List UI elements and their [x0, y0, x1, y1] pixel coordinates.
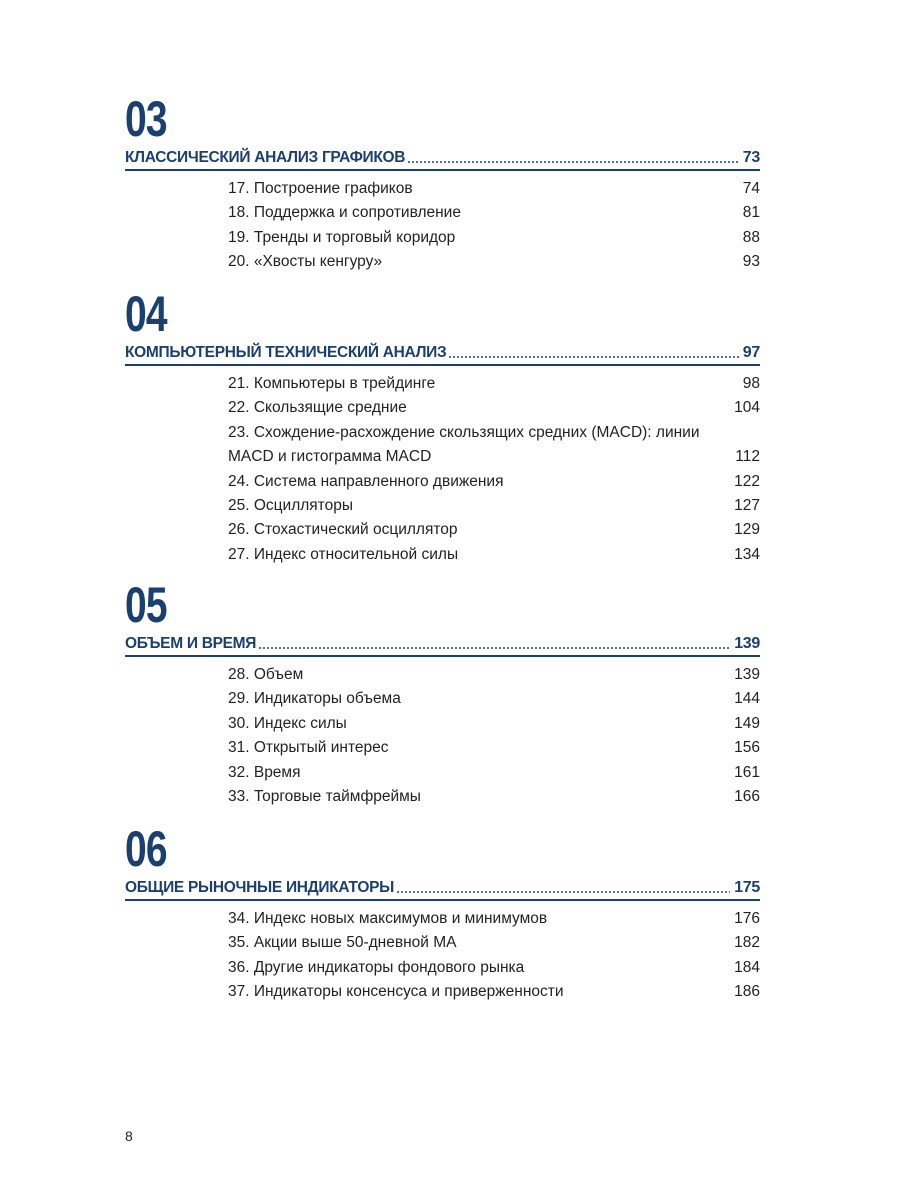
toc-entry[interactable]	[228, 494, 760, 518]
part-divider	[125, 655, 760, 657]
chapter-title: 25. Осцилляторы	[228, 497, 353, 515]
chapter-list	[125, 907, 760, 1005]
toc-entry[interactable]	[228, 761, 760, 785]
chapter-page-number: 122	[734, 472, 760, 490]
chapter-page-number: 98	[742, 375, 760, 392]
chapter-page-number: 134	[734, 545, 760, 563]
toc-entry[interactable]	[228, 372, 760, 396]
chapter-title: 19. Тренды и торговый коридор	[228, 228, 456, 246]
part-page-number: 139	[734, 635, 760, 652]
chapter-title: 22. Скользящие средние	[228, 399, 407, 417]
part-divider	[125, 169, 760, 171]
toc-entry[interactable]	[228, 201, 760, 225]
chapter-list	[125, 372, 760, 567]
toc-entry[interactable]	[228, 785, 760, 809]
chapter-title: 21. Компьютеры в трейдинге	[228, 375, 436, 392]
chapter-title: 37. Индикаторы консенсуса и приверженности	[228, 983, 564, 1001]
part-page-number: 175	[734, 879, 760, 896]
toc-entry[interactable]	[228, 931, 760, 955]
toc-entry[interactable]	[228, 396, 760, 420]
toc-entry[interactable]	[228, 956, 760, 980]
toc-entry[interactable]	[228, 470, 760, 494]
toc-entry[interactable]	[228, 907, 760, 931]
chapter-page-number: 144	[734, 690, 760, 708]
toc-part-04	[125, 286, 760, 567]
chapter-list	[125, 177, 760, 275]
toc-entry[interactable]	[228, 177, 760, 201]
chapter-page-number: 74	[742, 180, 760, 197]
chapter-page-number: 161	[734, 763, 760, 781]
toc-entry[interactable]	[228, 226, 760, 250]
part-title: ОБЪЕМ И ВРЕМЯ	[125, 635, 257, 652]
chapter-title: 24. Система направленного движения	[228, 472, 504, 490]
part-heading[interactable]	[125, 143, 760, 167]
page-number: 8	[125, 1128, 133, 1144]
chapter-page-number: 93	[742, 253, 760, 271]
chapter-title: 34. Индекс новых максимумов и минимумов	[228, 910, 548, 927]
chapter-page-number: 166	[734, 788, 760, 806]
chapter-title: 30. Индекс силы	[228, 714, 347, 732]
part-page-number: 73	[742, 149, 760, 166]
chapter-page-number: 139	[734, 666, 760, 683]
toc-entry[interactable]	[228, 712, 760, 736]
toc-part-06	[125, 821, 760, 1005]
chapter-title: 17. Построение графиков	[228, 180, 413, 197]
toc-entry[interactable]	[228, 980, 760, 1004]
dot-leader	[396, 891, 730, 893]
part-divider	[125, 364, 760, 366]
chapter-page-number: 127	[734, 497, 760, 515]
chapter-page-number: 149	[734, 714, 760, 732]
chapter-page-number: 81	[742, 204, 760, 222]
toc-entry[interactable]	[228, 250, 760, 274]
toc-entry[interactable]	[228, 518, 760, 542]
part-divider	[125, 899, 760, 901]
chapter-page-number: 176	[734, 910, 760, 927]
chapter-title: 31. Открытый интерес	[228, 739, 389, 757]
toc-entry[interactable]	[228, 421, 760, 470]
chapter-page-number: 156	[734, 739, 760, 757]
part-heading[interactable]	[125, 873, 760, 897]
toc-entry[interactable]	[228, 543, 760, 567]
part-page-number: 97	[742, 344, 760, 361]
toc-entry[interactable]	[228, 736, 760, 760]
part-number: 06	[125, 821, 167, 877]
chapter-list	[125, 663, 760, 809]
chapter-title: 26. Стохастический осциллятор	[228, 521, 458, 539]
chapter-page-number: 129	[734, 521, 760, 539]
chapter-page-number: 104	[734, 399, 760, 417]
chapter-title: 27. Индекс относительной силы	[228, 545, 459, 563]
part-title: КОМПЬЮТЕРНЫЙ ТЕХНИЧЕСКИЙ АНАЛИЗ	[125, 344, 447, 361]
part-number: 03	[125, 91, 167, 147]
chapter-page-number: 186	[734, 983, 760, 1001]
chapter-title: 36. Другие индикаторы фондового рынка	[228, 958, 525, 976]
dot-leader	[258, 647, 730, 649]
dot-leader	[448, 356, 738, 358]
chapter-page-number: 182	[734, 934, 760, 952]
toc-part-03	[125, 91, 760, 275]
part-number: 05	[125, 577, 167, 633]
part-heading[interactable]	[125, 629, 760, 653]
chapter-title: 29. Индикаторы объема	[228, 690, 401, 708]
toc-entry[interactable]	[228, 687, 760, 711]
chapter-title: 32. Время	[228, 763, 301, 781]
chapter-title: 35. Акции выше 50-дневной MA	[228, 934, 457, 952]
chapter-title: 33. Торговые таймфреймы	[228, 788, 421, 806]
chapter-page-number: 88	[742, 228, 760, 246]
part-number: 04	[125, 286, 167, 342]
part-title: КЛАССИЧЕСКИЙ АНАЛИЗ ГРАФИКОВ	[125, 149, 406, 166]
chapter-title: 28. Объем	[228, 666, 304, 683]
chapter-page-number: 184	[734, 958, 760, 976]
chapter-title: 23. Схождение-расхождение скользящих средних (MACD): линии MACD и гистограмма MACD	[228, 423, 700, 466]
chapter-title: 20. «Хвосты кенгуру»	[228, 253, 383, 271]
chapter-title: 18. Поддержка и сопротивление	[228, 204, 461, 222]
part-heading[interactable]	[125, 338, 760, 362]
chapter-page-number: 112	[735, 448, 760, 466]
toc-part-05	[125, 577, 760, 809]
toc-entry[interactable]	[228, 663, 760, 687]
dot-leader	[407, 161, 739, 163]
part-title: ОБЩИЕ РЫНОЧНЫЕ ИНДИКАТОРЫ	[125, 879, 394, 896]
